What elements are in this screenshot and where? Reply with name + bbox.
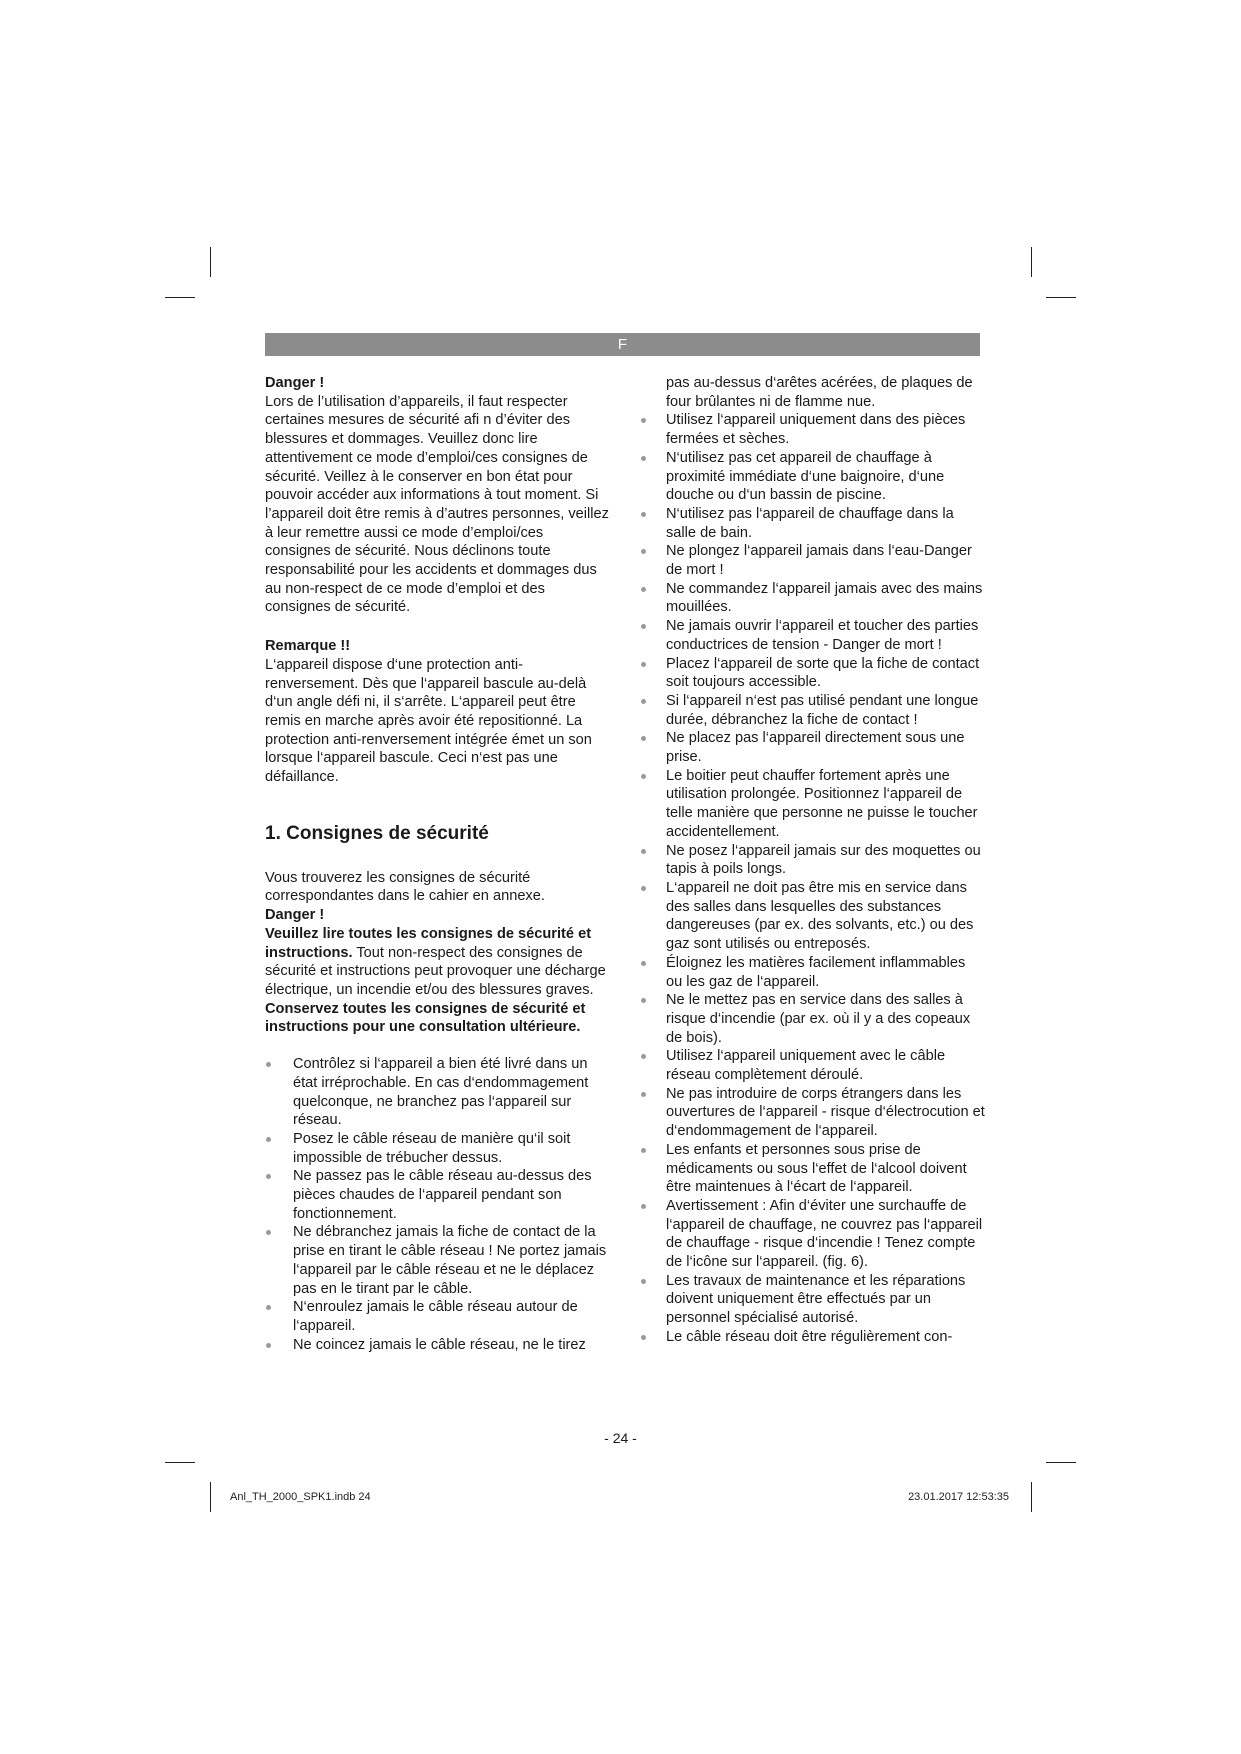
crop-mark	[165, 1462, 195, 1463]
right-bullet-list	[640, 411, 985, 1346]
crop-mark	[1031, 1482, 1032, 1512]
list-item: Ne le mettez pas en service dans des salles à risque d‘incendie (par ex. où il y a des copeaux de bois).	[640, 991, 985, 1047]
remark-heading: Remarque !!	[265, 638, 351, 655]
intro-paragraph: Vous trouverez les consignes de sécurité correspondantes dans le cahier en annexe.	[265, 869, 545, 905]
crop-mark	[165, 297, 195, 298]
list-item: Ne débranchez jamais la fiche de contact de la prise en tirant le câble réseau ! Ne portez jamais l‘appareil par le câble réseau et ne le déplacez pas en le tirant par le câble.	[265, 1223, 610, 1298]
list-item: Ne passez pas le câble réseau au-dessus des pièces chaudes de l‘appareil pendant son fonctionnement.	[265, 1167, 610, 1223]
list-item: Placez l‘appareil de sorte que la fiche de contact soit toujours accessible.	[640, 655, 985, 692]
list-item: Ne placez pas l‘appareil directement sous une prise.	[640, 729, 985, 766]
crop-mark	[1046, 297, 1076, 298]
list-item: Avertissement : Afin d‘éviter une surchauffe de l‘appareil de chauffage, ne couvrez pas l‘appareil de chauffage - risque d‘incendie ! Tenez compte de l‘icône sur l‘appareil. (fig. 6).	[640, 1197, 985, 1272]
section-title: 1. Consignes de sécurité	[265, 822, 489, 844]
left-column	[265, 374, 610, 1354]
list-item: Contrôlez si l‘appareil a bien été livré dans un état irréprochable. En cas d‘endommagement quelconque, ne branchez pas l‘appareil sur réseau.	[265, 1055, 610, 1130]
right-column	[640, 374, 985, 1347]
list-item: Ne posez l‘appareil jamais sur des moquettes ou tapis à poils longs.	[640, 842, 985, 879]
list-item: Si l‘appareil n‘est pas utilisé pendant une longue durée, débranchez la fiche de contact !	[640, 692, 985, 729]
remark-paragraph: L‘appareil dispose d‘une protection anti-renversement. Dès que l‘appareil bascule au-delà d‘un angle défi ni, il s‘arrête. L‘appareil peut être remis en marche après avoir été repositionné. La protection anti-renversement intégrée émet un son lorsque l‘appareil bascule. Ceci n‘est pas une défaillance.	[265, 656, 592, 786]
continuation-text: pas au-dessus d‘arêtes acérées, de plaques de four brûlantes ni de flamme nue.	[666, 375, 973, 410]
crop-mark	[210, 1482, 211, 1512]
list-item: N‘utilisez pas cet appareil de chauffage à proximité immédiate d‘une baignoire, d‘une douche ou d‘un bassin de piscine.	[640, 449, 985, 505]
read-instructions-text: Tout non-respect des consignes de sécurité et instructions peut provoquer une décharge électrique, un incendie et/ou des blessures graves.	[265, 944, 606, 998]
list-item: N‘enroulez jamais le câble réseau autour de l‘appareil.	[265, 1298, 610, 1335]
list-item: Posez le câble réseau de manière qu‘il soit impossible de trébucher dessus.	[265, 1130, 610, 1167]
danger-heading-2: Danger !	[265, 907, 325, 924]
list-item: Les enfants et personnes sous prise de médicaments ou sous l‘effet de l‘alcool doivent être maintenues à l‘écart de l‘appareil.	[640, 1141, 985, 1197]
list-item: N‘utilisez pas l‘appareil de chauffage dans la salle de bain.	[640, 505, 985, 542]
list-item: L‘appareil ne doit pas être mis en service dans des salles dans lesquelles des substances dangereuses (par ex. des solvants, etc.) ou des gaz sont utilisés ou entreposés.	[640, 879, 985, 954]
keep-instructions-paragraph: Conservez toutes les consignes de sécurité et instructions pour une consultation ultérieure.	[265, 1000, 586, 1036]
language-header-bar: F	[265, 333, 980, 356]
danger-heading: Danger !	[265, 375, 325, 391]
list-item: Éloignez les matières facilement inflammables ou les gaz de l‘appareil.	[640, 954, 985, 991]
footer-filename: Anl_TH_2000_SPK1.indb 24	[230, 1491, 371, 1503]
list-item: Ne pas introduire de corps étrangers dans les ouvertures de l‘appareil - risque d‘électrocution et d‘endommagement de l‘appareil.	[640, 1085, 985, 1141]
list-item: Utilisez l‘appareil uniquement avec le câble réseau complètement déroulé.	[640, 1047, 985, 1084]
list-item: Ne jamais ouvrir l‘appareil et toucher des parties conductrices de tension - Danger de mort !	[640, 617, 985, 654]
list-item: Le câble réseau doit être régulièrement con-	[640, 1328, 985, 1347]
footer-timestamp: 23.01.2017 12:53:35	[908, 1491, 1009, 1503]
read-instructions-bold: Veuillez lire toutes les consignes de sécurité et instructions.	[265, 925, 592, 961]
list-item: Les travaux de maintenance et les réparations doivent uniquement être effectués par un personnel spécialisé autorisé.	[640, 1272, 985, 1328]
crop-mark	[210, 247, 211, 277]
read-instructions-paragraph	[265, 925, 610, 1000]
list-item: Ne coincez jamais le câble réseau, ne le tirez	[265, 1336, 610, 1355]
left-bullet-list	[265, 1055, 610, 1354]
list-item: Ne commandez l‘appareil jamais avec des mains mouillées.	[640, 580, 985, 617]
page-number: - 24 -	[604, 1430, 637, 1446]
list-item: Le boitier peut chauffer fortement après une utilisation prolongée. Positionnez l‘appareil de telle manière que personne ne puisse le toucher accidentellement.	[640, 767, 985, 842]
list-item: Utilisez l‘appareil uniquement dans des pièces fermées et sèches.	[640, 411, 985, 448]
danger-paragraph: Lors de l’utilisation d’appareils, il faut respecter certaines mesures de sécurité afi n d’éviter des blessures et dommages. Veuillez donc lire attentivement ce mode d’emploi/ces consignes de sécurité. Veillez à le conserver en bon état pour pouvoir accéder aux informations à tout moment. Si l’appareil doit être remis à d’autres personnes, veillez à leur remettre aussi ce mode d’emploi/ces consignes de sécurité. Nous déclinons toute responsabilité pour les accidents et dommages dus au non-respect de ce mode d’emploi et des consignes de sécurité.	[265, 393, 609, 616]
list-item: Ne plongez l‘appareil jamais dans l‘eau-Danger de mort !	[640, 542, 985, 579]
crop-mark	[1046, 1462, 1076, 1463]
crop-mark	[1031, 247, 1032, 277]
